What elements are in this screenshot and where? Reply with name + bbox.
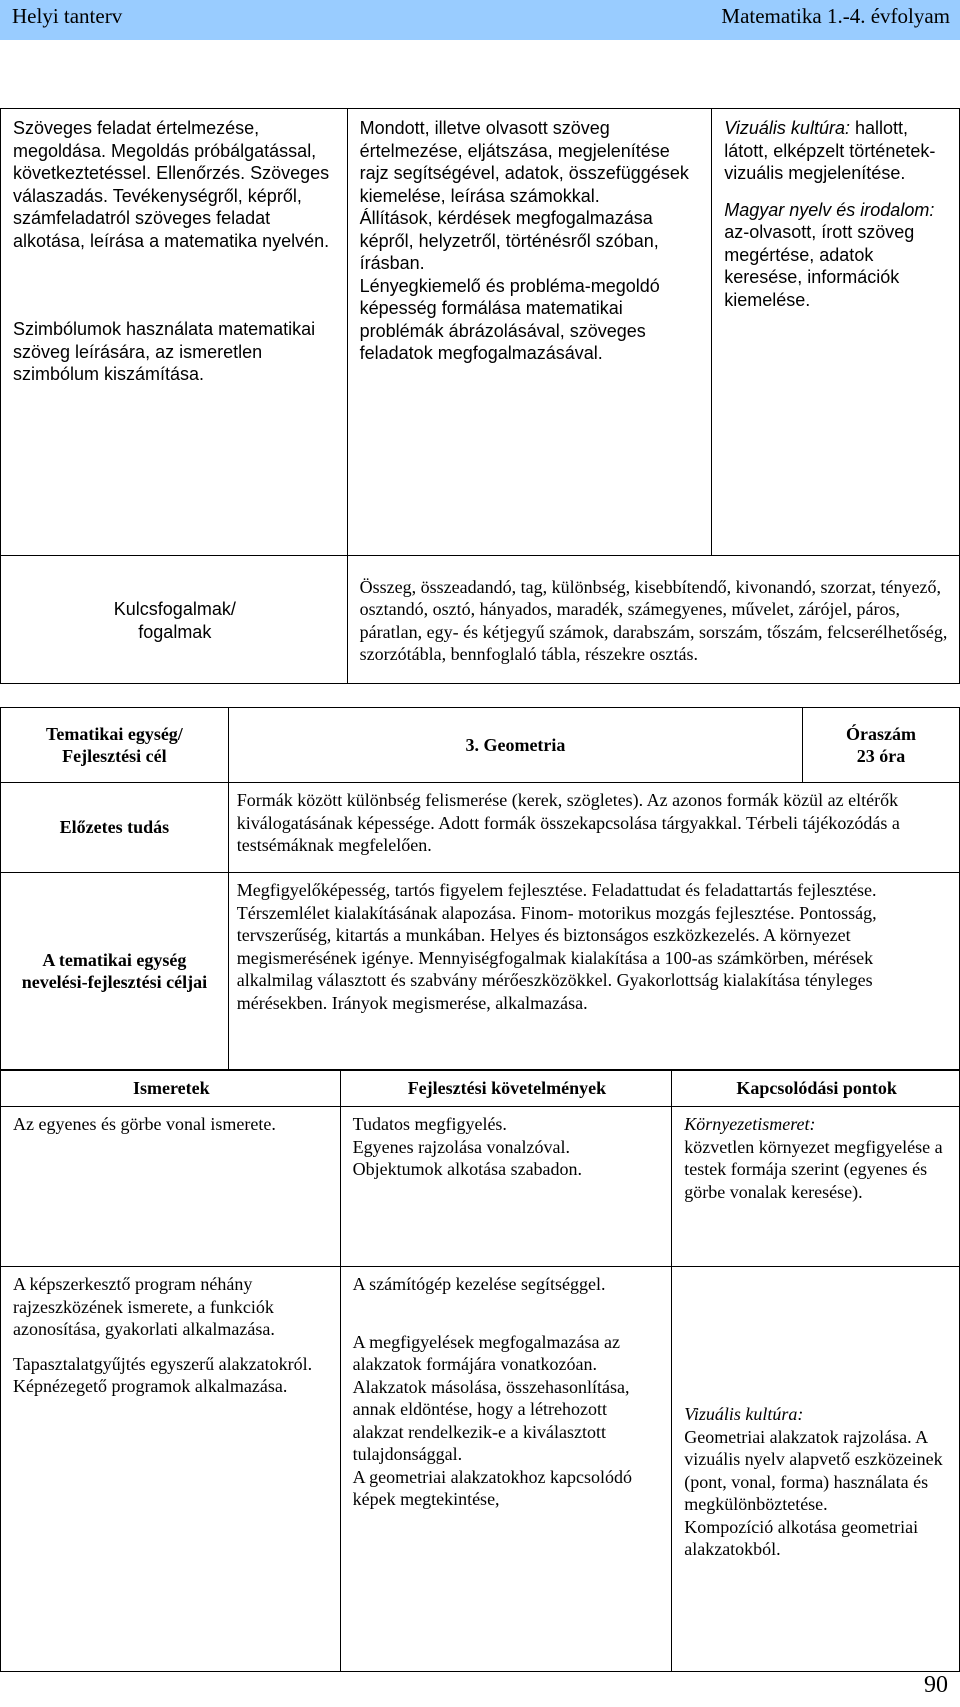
goals-label: A tematikai egység nevelési-fejlesztési céljai bbox=[1, 873, 229, 1070]
content-table-1 bbox=[0, 108, 960, 684]
key-concepts-label: Kulcsfogalmak/ fogalmak bbox=[1, 556, 348, 684]
connection-text-env: közvetlen környezet megfigyelése a testek formája szerint (egyenes és görbe vonalak keresése). bbox=[684, 1136, 943, 1202]
connection-label-visual-2: Vizuális kultúra: bbox=[684, 1404, 804, 1424]
hours-value: 23 óra bbox=[856, 746, 906, 766]
header-requirements: Fejlesztési követelmények bbox=[340, 1071, 672, 1107]
hours-cell bbox=[803, 708, 960, 783]
connection-text-visual: hallott, látott, elképzelt történetek-vizuális megjelenítése. bbox=[724, 118, 936, 183]
hours-label: Óraszám bbox=[846, 723, 917, 744]
requirements-cell bbox=[347, 109, 712, 556]
requirements-p3: Lényegkiemelő és probléma-megoldó képesség formálása matematikai problémák ábrázolásával, szöveges feladatok megfogalmazásával. bbox=[359, 275, 660, 363]
row2-knowledge: A képszerkesztő program néhány rajzeszközének ismerete, a funkciók azonosítása, gyakorlati alkalmazása. Tapasztalatgyűjtés egyszerű alakzatokról. Képnézegető programok alkalmazása. bbox=[1, 1267, 341, 1672]
requirements-p2: Állítások, kérdések megfogalmazása képről, helyzetről, történésről szóban, írásban. bbox=[359, 208, 659, 273]
content-table-3 bbox=[0, 1070, 960, 1672]
connection-label-visual: Vizuális kultúra: bbox=[724, 118, 850, 138]
header-connections: Kapcsolódási pontok bbox=[672, 1071, 960, 1107]
row1-connections bbox=[672, 1107, 960, 1267]
connections-cell bbox=[712, 109, 960, 556]
key-concepts-text: Összeg, összeadandó, tag, különbség, kisebbítendő, kivonandó, szorzat, tényező, osztandó, osztó, hányados, maradék, számegyenes, művelet, zárójel, páros, páratlan, egy- és kétjegyű számok, darabszám, sorszám, tőszám, felcserélhetőség, szorzótábla, bennfoglaló tábla, részekre osztás. bbox=[347, 556, 959, 684]
connection-label-env: Környezetismeret: bbox=[684, 1114, 816, 1134]
knowledge-block-2: Szimbólumok használata matematikai szöveg leírására, az ismeretlen szimbólum kiszámítása. bbox=[13, 319, 316, 384]
row1-requirements: Tudatos megfigyelés. Egyenes rajzolása vonalzóval. Objektumok alkotása szabadon. bbox=[340, 1107, 672, 1267]
row1-knowledge: Az egyenes és görbe vonal ismerete. bbox=[1, 1107, 341, 1267]
knowledge-cell bbox=[1, 109, 348, 556]
header-left: Helyi tanterv bbox=[12, 4, 123, 28]
requirements-p1: Mondott, illetve olvasott szöveg értelmezése, eljátszása, megjelenítése rajz segítségével, adatok, összefüggések kiemelése, leírása számokkal. bbox=[359, 118, 689, 206]
header-knowledge: Ismeretek bbox=[1, 1071, 341, 1107]
unit-table bbox=[0, 707, 960, 1070]
row2-requirements: A számítógép kezelése segítséggel. A megfigyelések megfogalmazása az alakzatok formájára vonatkozóan. Alakzatok másolása, összehasonlítása, annak eldöntése, hogy a létrehozott alakzat rendelkezik-e a kiválasztott tulajdonsággal. A geometriai alakzatokhoz kapcsolódó képek megtekintése, bbox=[340, 1267, 672, 1672]
goals-text: Megfigyelőképesség, tartós figyelem fejlesztése. Feladattudat és feladattartás fejlesztése. Térszemlélet kialakításának alapozása. Finom- motorikus mozgás fejlesztése. Pontosság, tervszerűség, kitartás a munkában. Helyes és biztonságos eszközkezelés. A környezet megismerésének igénye. Mennyiségfogalmak kialakítása a 100-as számkörben, mérések alkalmilag választott és szabvány mérőeszközökkel. Gyakorlottság kialakítása tényleges mérésekben. Irányok megismerése, alkalmazása. bbox=[228, 873, 959, 1070]
prior-knowledge-label: Előzetes tudás bbox=[1, 783, 229, 873]
knowledge-block-1: Szöveges feladat értelmezése, megoldása. Megoldás próbálgatással, következtetéssel. Ellenőrzés. Szöveges válaszadás. Tevékenységről, képről, számfeladatról szöveges feladat alkotása, leírása a matematika nyelvén. bbox=[13, 118, 330, 251]
connection-text-hungarian: az-olvasott, írott szöveg megértése, adatok keresése, információk kiemelése. bbox=[724, 222, 915, 310]
header-right: Matematika 1.-4. évfolyam bbox=[721, 4, 950, 28]
page-number: 90 bbox=[924, 1672, 948, 1698]
unit-title: 3. Geometria bbox=[228, 708, 802, 783]
page-header bbox=[0, 0, 960, 40]
row2-connections: Vizuális kultúra: Geometriai alakzatok rajzolása. A vizuális nyelv alapvető eszközeinek (pont, vonal, forma) használata és megkülönböztetése. Kompozíció alkotása geometriai alakzatokból. bbox=[672, 1267, 960, 1672]
prior-knowledge-text: Formák között különbség felismerése (kerek, szögletes). Az azonos formák közül az eltérők kiválogatásának képessége. Adott formák összekapcsolása tárgyakkal. Térbeli tájékozódás a testsémáknak megfelelően. bbox=[228, 783, 959, 873]
connection-label-hungarian: Magyar nyelv és irodalom: bbox=[724, 199, 935, 220]
unit-label: Tematikai egység/ Fejlesztési cél bbox=[1, 708, 229, 783]
